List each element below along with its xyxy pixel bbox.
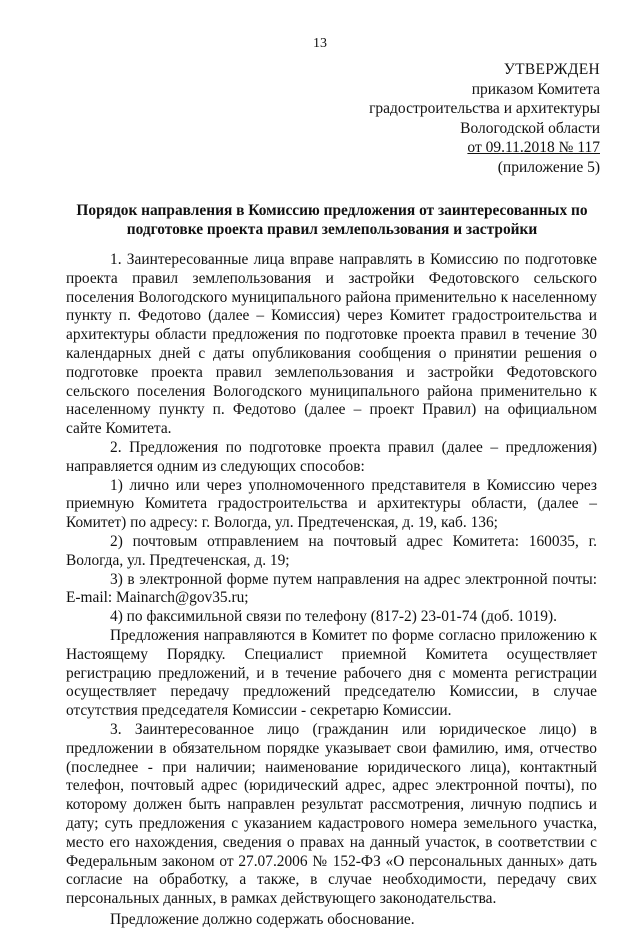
paragraph-2: 2. Предложения по подготовке проекта правил (далее – предложения) направляется одним из следующих способов: [66, 438, 597, 475]
approval-line-3: Вологодской области [460, 119, 600, 137]
approval-block [360, 60, 600, 177]
page-number: 13 [313, 36, 327, 51]
method-item-1: 1) лично или через уполномоченного представителя в Комиссию через приемную Комитета градостроительства и архитектуры области, (далее – Комитет) по адресу: г. Вологда, ул. Предтеченская, д. 19, каб. 136; [66, 476, 597, 532]
paragraph-3: 3. Заинтересованное лицо (гражданин или юридическое лицо) в предложении в обязательном порядке указывает свои фамилию, имя, отчество (последнее - при наличии; наименование юридического лица), контактный телефон, почтовый адрес (юридический адрес, адрес электронной почты), по которому должен быть направлен результат рассмотрения, личную подпись и дату; суть предложения с указанием кадастрового номера земельного участка, место его нахождения, сведения о правах на данный участок, в соответствии с Федеральным законом от 27.07.2006 № 152-ФЗ «О персональных данных» дать согласие на обработку, а также, в случае необходимости, передачу свих персональных данных, в рамках действующего законодательства. [66, 720, 597, 908]
paragraph-forwarding: Предложения направляются в Комитет по форме согласно приложению к Настоящему Порядку. Специалист приемной Комитета осуществляет регистрацию предложений, и в течение рабочего дня с момента регистрации осуществляет передачу предложений председателю Комиссии, в случае отсутствия председателя Комиссии - секретарю Комиссии. [66, 626, 597, 720]
approval-line-2: градостроительства и архитектуры [369, 100, 600, 117]
method-item-3: 3) в электронной форме путем направления на адрес электронной почты: E-mail: Mainarch@gov35.ru; [66, 570, 597, 607]
approval-order-ref: от 09.11.2018 № 117 [467, 139, 600, 156]
method-item-4: 4) по факсимильной связи по телефону (817-2) 23-01-74 (доб. 1019). [110, 608, 557, 626]
paragraph-justification: Предложение должно содержать обоснование. [110, 910, 415, 928]
approval-line-1: приказом Комитета [471, 80, 600, 98]
document-body [66, 251, 597, 930]
approval-status: УТВЕРЖДЕН [503, 61, 600, 78]
approval-appendix: (приложение 5) [497, 158, 600, 176]
method-item-2: 2) почтовым отправлением на почтовый адрес Комитета: 160035, г. Вологда, ул. Предтеченская, д. 19; [66, 532, 597, 569]
paragraph-1: 1. Заинтересованные лица вправе направлять в Комиссию по подготовке проекта правил землепользования и застройки Федотовского сельского поселения Вологодского муниципального района применительно к населенному пункту п. Федотово (далее – Комиссия) через Комитет градостроительства и архитектуры области предложения по подготовке проекта правил в течение 30 календарных дней с даты опубликования сообщения о принятии решения о подготовке проекта правил землепользования и застройки Федотовского сельского поселения Вологодского муниципального района применительно к населенному пункту п. Федотово (далее – проект Правил) на официальном сайте Комитета. [66, 251, 597, 438]
document-title: Порядок направления в Комиссию предложения от заинтересованных по подготовке проекта правил землепользования и застройки [76, 202, 588, 238]
